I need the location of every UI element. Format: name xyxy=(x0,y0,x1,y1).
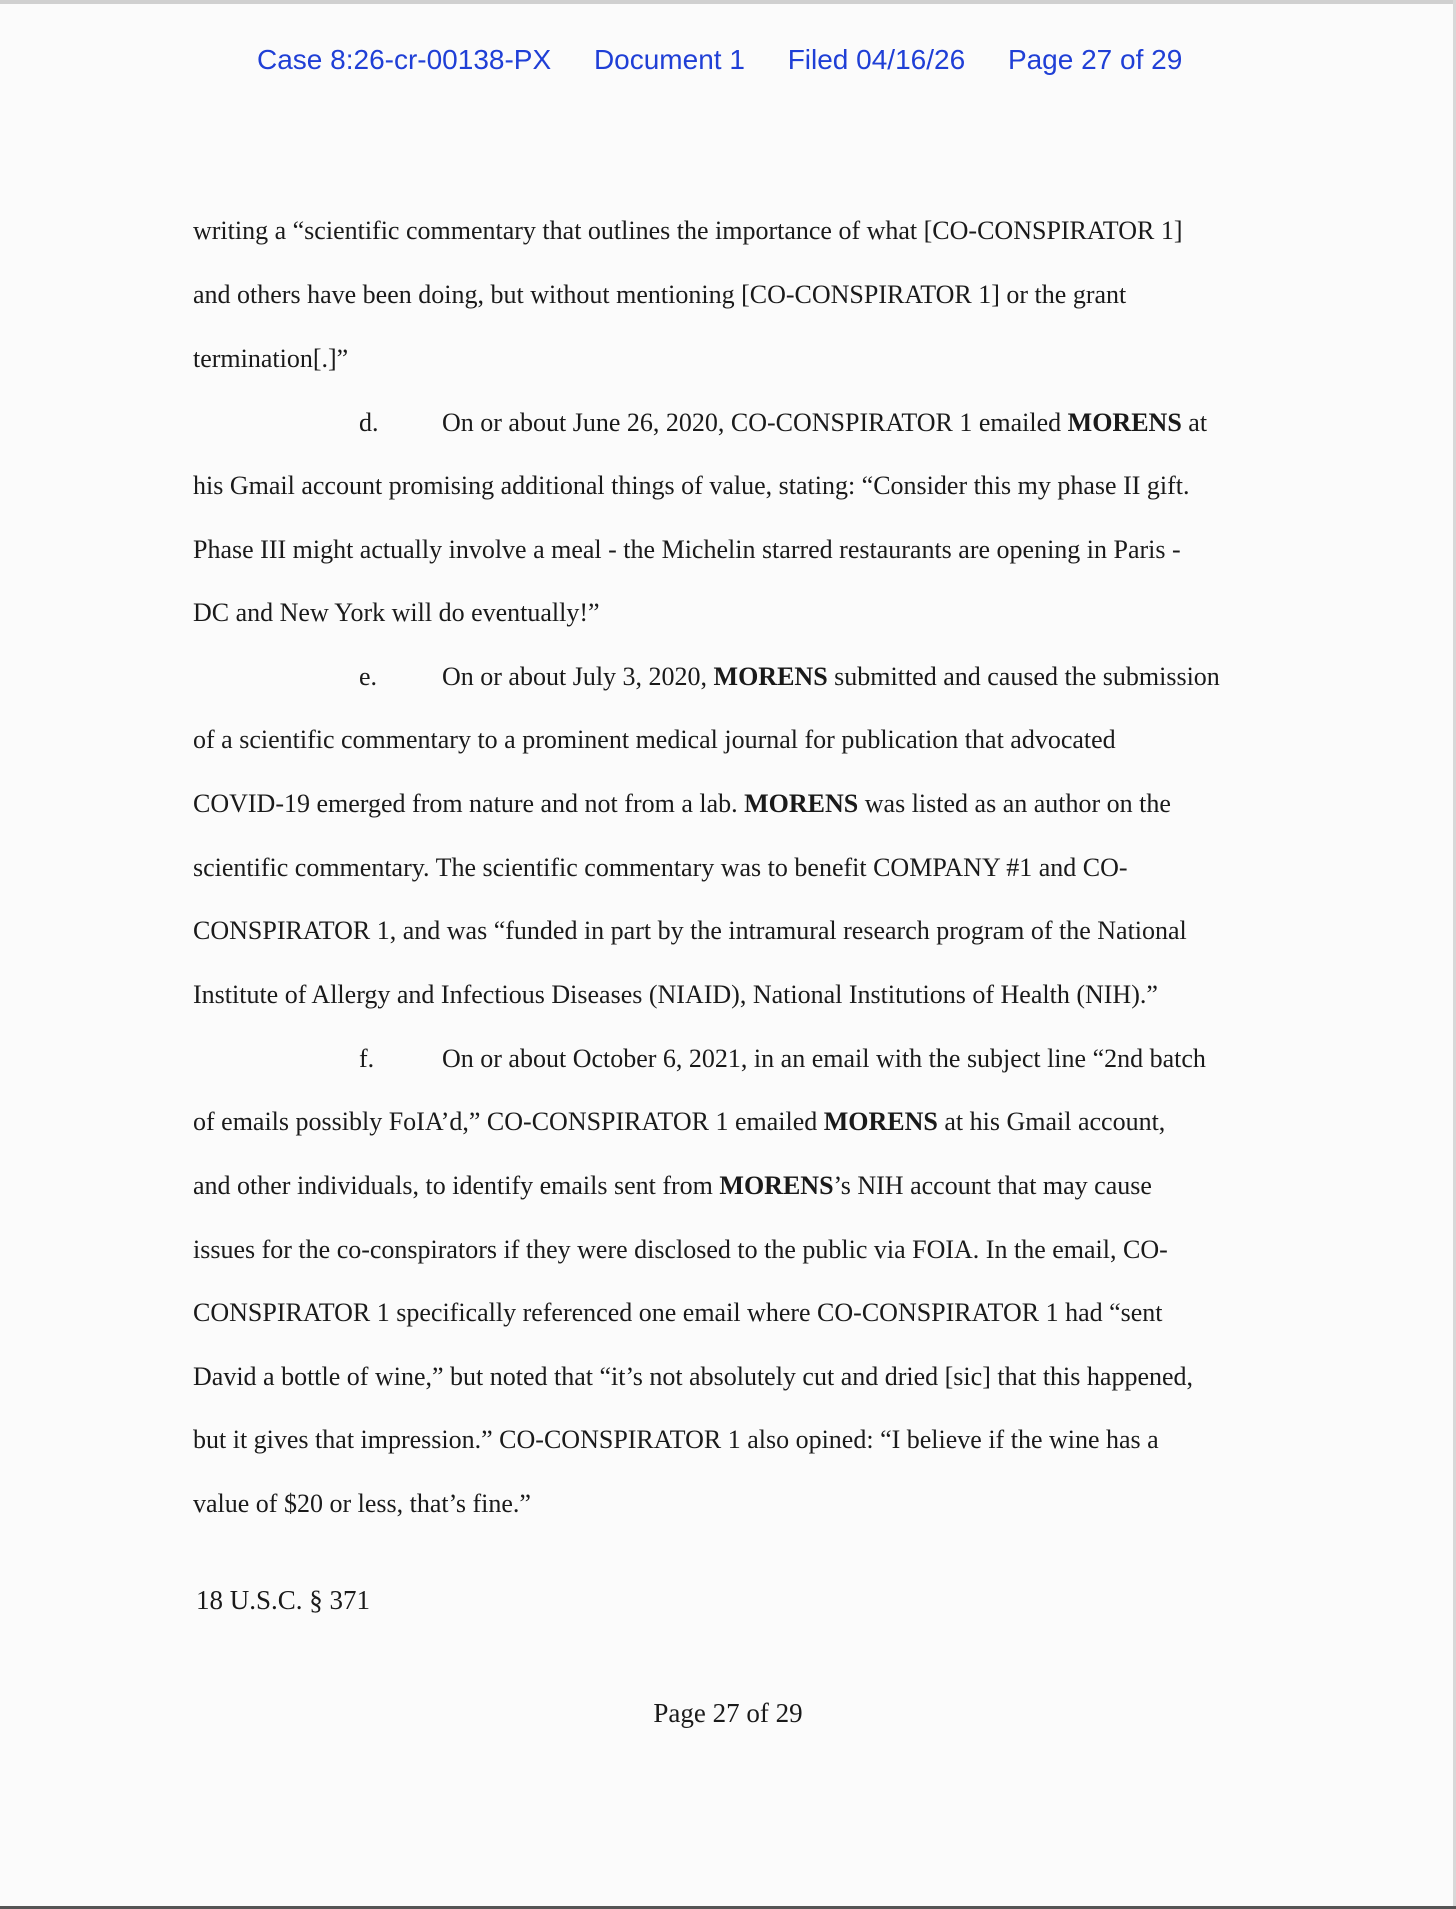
filed-date: Filed 04/16/26 xyxy=(787,44,966,75)
paragraph-e-line-5: CONSPIRATOR 1, and was “funded in part by the intramural research program of the National xyxy=(193,916,1187,945)
paragraph-d-line-1 xyxy=(442,407,1207,439)
text-run: at xyxy=(1181,408,1208,437)
document-number: Document 1 xyxy=(593,44,745,75)
defendant-name: MORENS xyxy=(823,1107,938,1136)
court-filing-header xyxy=(257,44,1182,76)
page-top-edge xyxy=(0,0,1456,4)
paragraph-e-line-1 xyxy=(442,661,1220,693)
paragraph-f-line-7: but it gives that impression.” CO-CONSPIRATOR 1 also opined: “I believe if the wine has a xyxy=(193,1425,1159,1454)
paragraph-f-line-5: CONSPIRATOR 1 specifically referenced one email where CO-CONSPIRATOR 1 had “sent xyxy=(193,1298,1163,1327)
text-run: was listed as an author on the xyxy=(858,789,1171,818)
paragraph-c-line-2: and others have been doing, but without mentioning [CO-CONSPIRATOR 1] or the grant xyxy=(193,280,1127,309)
case-number: Case 8:26-cr-00138-PX xyxy=(257,44,552,75)
text-run: submitted and caused the submission xyxy=(827,662,1220,691)
paragraph-e-line-3 xyxy=(193,788,1171,820)
text-run: and other individuals, to identify emails sent from xyxy=(193,1171,720,1200)
text-run: On or about June 26, 2020, CO-CONSPIRATOR 1 emailed xyxy=(442,408,1068,437)
paragraph-f-marker: f. xyxy=(359,1044,375,1073)
paragraph-e-line-4: scientific commentary. The scientific commentary was to benefit COMPANY #1 and CO- xyxy=(193,853,1128,882)
text-run: On or about July 3, 2020, xyxy=(442,662,714,691)
statute-citation: 18 U.S.C. § 371 xyxy=(196,1585,371,1615)
header-page-number: Page 27 of 29 xyxy=(1007,44,1183,75)
paragraph-f-line-3 xyxy=(193,1170,1152,1202)
defendant-name: MORENS xyxy=(744,789,859,818)
footer-page-number: Page 27 of 29 xyxy=(653,1698,803,1728)
paragraph-d-line-2: his Gmail account promising additional things of value, stating: “Consider this my phase II gift. xyxy=(193,471,1190,500)
paragraph-e-line-6: Institute of Allergy and Infectious Diseases (NIAID), National Institutions of Health (NIH).” xyxy=(193,980,1158,1009)
text-run: at his Gmail account, xyxy=(937,1107,1166,1136)
paragraph-d-line-3: Phase III might actually involve a meal - the Michelin starred restaurants are opening in Paris - xyxy=(193,535,1181,564)
paragraph-f-line-2 xyxy=(193,1106,1165,1138)
paragraph-c-line-3: termination[.]” xyxy=(193,344,349,373)
defendant-name: MORENS xyxy=(1067,408,1182,437)
paragraph-d-marker: d. xyxy=(359,408,379,437)
paragraph-d-line-4: DC and New York will do eventually!” xyxy=(193,598,600,627)
paragraph-f-line-6: David a bottle of wine,” but noted that “it’s not absolutely cut and dried [sic] that this happened, xyxy=(193,1362,1194,1391)
paragraph-f-line-8: value of $20 or less, that’s fine.” xyxy=(193,1489,531,1518)
paragraph-c-line-1: writing a “scientific commentary that outlines the importance of what [CO-CONSPIRATOR 1] xyxy=(193,216,1183,245)
defendant-name: MORENS xyxy=(719,1171,834,1200)
text-run: ’s NIH account that may cause xyxy=(833,1171,1152,1200)
paragraph-e-line-2: of a scientific commentary to a prominent medical journal for publication that advocated xyxy=(193,725,1116,754)
paragraph-f-line-4: issues for the co-conspirators if they were disclosed to the public via FOIA. In the email, CO- xyxy=(193,1235,1168,1264)
defendant-name: MORENS xyxy=(713,662,828,691)
paragraph-e-marker: e. xyxy=(359,662,378,691)
paragraph-f-line-1: On or about October 6, 2021, in an email with the subject line “2nd batch xyxy=(442,1044,1206,1073)
text-run: of emails possibly FoIA’d,” CO-CONSPIRATOR 1 emailed xyxy=(193,1107,824,1136)
text-run: COVID-19 emerged from nature and not from a lab. xyxy=(193,789,745,818)
